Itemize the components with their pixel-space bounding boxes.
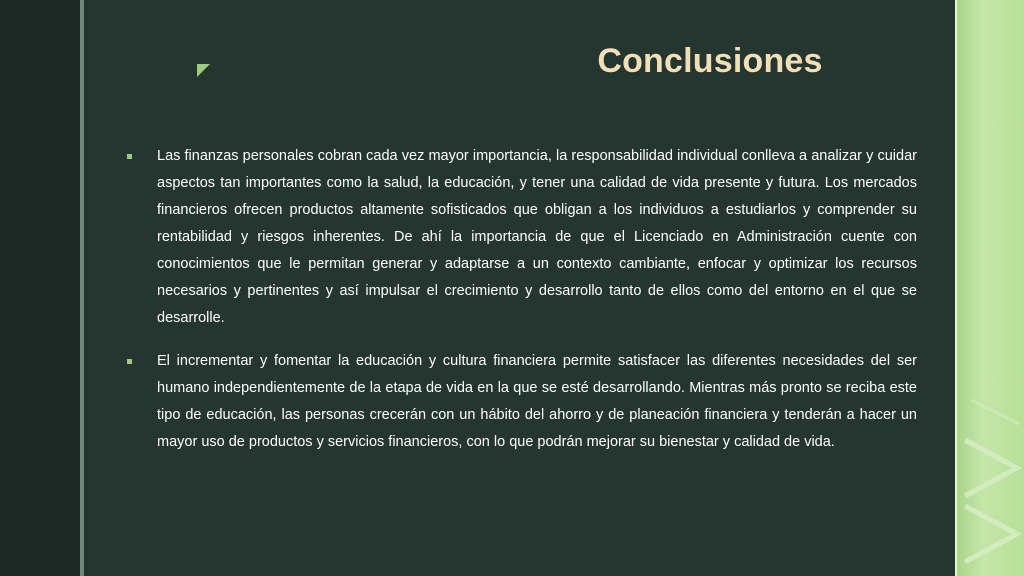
square-bullet-icon (127, 154, 132, 159)
bullet-text: El incrementar y fomentar la educación y cultura financiera permite satisfacer las diferentes necesidades del ser humano independientemente de la etapa de vida en la que se esté desarrollando. Mientras más pronto se reciba este tipo de educación, las personas crecerán con un hábito del ahorro y de planeación financiera y tenderán a hacer un mayor uso de productos y servicios financieros, con lo que podrán mejorar su bienestar y calidad de vida. (157, 353, 917, 450)
chevron-decoration-icon (957, 380, 1024, 576)
corner-triangle-icon (197, 63, 211, 77)
left-dark-band (0, 0, 80, 576)
bullet-item (127, 143, 917, 332)
slide-title: Conclusiones (597, 42, 823, 80)
bullet-list (127, 143, 917, 472)
bullet-item (127, 348, 917, 456)
bullet-text: Las finanzas personales cobran cada vez mayor importancia, la responsabilidad individual conlleva a analizar y cuidar aspectos tan importantes como la salud, la educación, y tener una calidad de vida presente y futura. Los mercados financieros ofrecen productos altamente sofisticados que obligan a los individuos a estudiarlos y comprender su rentabilidad y riesgos inherentes. De ahí la importancia de que el Licenciado en Administración cuente con conocimientos que le permitan generar y adaptarse a un contexto cambiante, enfocar y optimizar los recursos necesarios y pertinentes y así impulsar el crecimiento y desarrollo tanto de ellos como del entorno en el que se desarrolle. (157, 148, 917, 326)
square-bullet-icon (127, 359, 132, 364)
left-accent-line (80, 0, 84, 576)
